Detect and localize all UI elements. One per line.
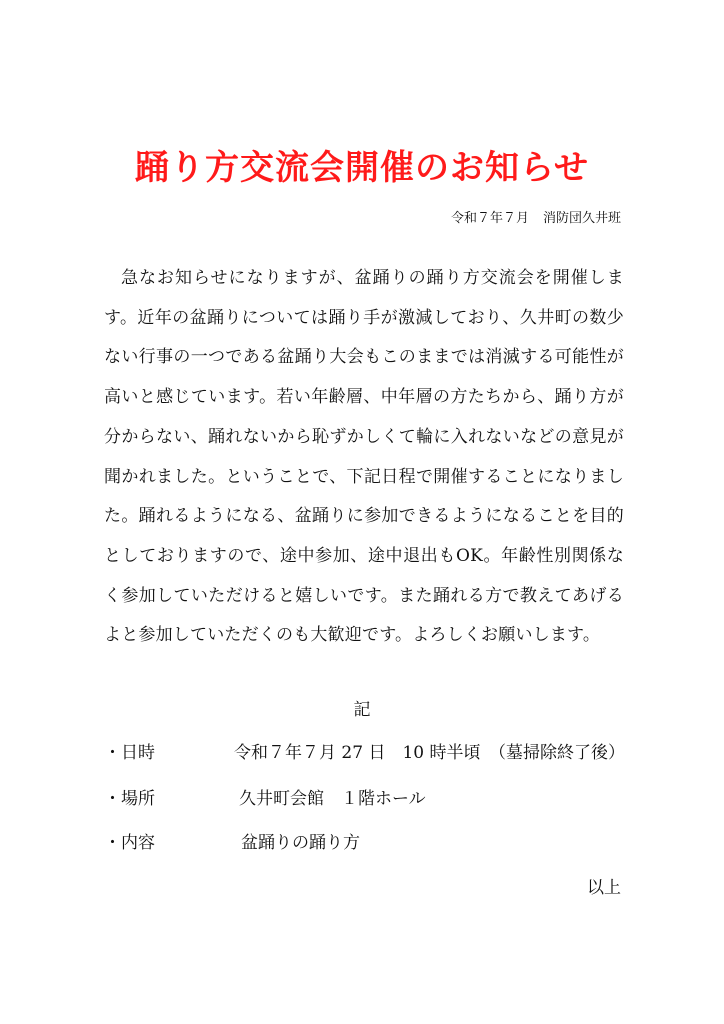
dateline <box>451 210 621 228</box>
detail-label-place: ・場所 <box>104 789 155 809</box>
page-title: 踊り方交流会開催のお知らせ <box>135 148 589 188</box>
detail-label-content: ・内容 <box>104 833 155 853</box>
detail-value-datetime: 令和７年７月 27 日 10 時半頃 （墓掃除終了後） <box>234 743 625 763</box>
detail-value-place: 久井町会館 １階ホール <box>239 789 426 809</box>
organizer: 消防団久井班 <box>542 211 621 226</box>
detail-label-datetime: ・日時 <box>104 743 155 763</box>
closing-text: 以上 <box>587 878 621 898</box>
detail-value-content: 盆踊りの踊り方 <box>241 833 360 853</box>
body-paragraph: 急なお知らせになりますが、盆踊りの踊り方交流会を開催します。近年の盆踊りについては踊り手が激減しており、久井町の数少ない行事の一つである盆踊り大会もこのままでは消滅する可能性が高いと感じています。若い年齢層、中年層の方たちから、踊り方が分からない、踊れないから恥ずかしくて輪に入れないなどの意見が聞かれました。ということで、下記日程で開催することになりました。踊れるようになる、盆踊りに参加できるようになることを目的としておりますので、途中参加、途中退出もOK。年齢性別関係なく参加していただけると嬉しいです。また踊れる方で教えてあげるよと参加していただくのも大歓迎です。よろしくお願いします。 <box>104 268 624 646</box>
ki-heading: 記 <box>353 700 371 720</box>
issue-date: 令和７年７月 <box>450 211 529 226</box>
